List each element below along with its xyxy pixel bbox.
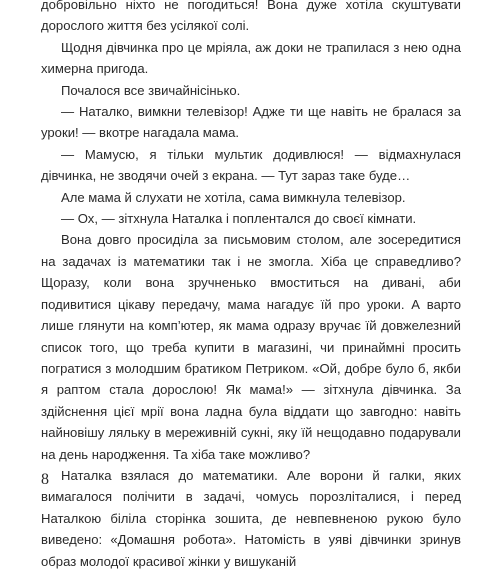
paragraph-8: Вона довго просиділа за письмовим столом, але зосередитися на задачах із математики так і не змогла. Хіба це справедливо? Щоразу, коли вона зручненько вмоститься на дивані, аби подивитися цікаву передачу, мама нагадує їй про уроки. А варто лише глянути на комп’ютер, як мама одразу вручає їй довжелезний список того, що треба купити в магазині, чи принаймні просить погратися з молодшим братиком Петриком. «Ой, добре було б, якби я раптом стала дорослою! Як мама!» — зітхнула дівчинка. За здійснення цієї мрії вона ладна була віддати що завгодно: навіть найновішу ляльку в мереживній сукні, яку їй нещодавно подарували на день народження. Та хіба таке можливо?: [41, 232, 461, 462]
paragraph-4: — Наталко, вимкни телевізор! Адже ти ще навіть не бралася за уроки! — вкотре нагадала мама.: [41, 104, 461, 141]
paragraph-5: — Мамусю, я тільки мультик додивлюся! — відмахнулася дівчинка, не зводячи очей з екрана. — Тут зараз таке буде…: [41, 146, 461, 184]
page-number: 8: [41, 471, 49, 488]
body-text: [41, 0, 461, 572]
paragraph-6: Але мама й слухати не хотіла, сама вимкнула телевізор.: [61, 189, 406, 205]
paragraph-3: Почалося все звичайнісінько.: [61, 82, 241, 98]
paragraph-2: Щодня дівчинка про це мріяла, аж доки не трапилася з нею одна химерна пригода.: [41, 39, 461, 77]
paragraph-7: — Ох, — зітхнула Наталка і поплентался до своєї кімнати.: [61, 211, 417, 227]
paragraph-9: Наталка взялася до математики. Але ворони й галки, яких вимагалося полічити в задачі, чомусь порозліталися, і перед Наталкою біліла сторінка зошита, де невпевненою рукою було виведено: «Домашня робота». Натомість в уяві дівчинки зринув образ молодої красивої жінки у вишуканій: [41, 467, 461, 569]
paragraph-1: добровільно ніхто не погодиться! Вона дуже хотіла скуштувати дорослого життя без усілякої солі.: [41, 0, 461, 34]
